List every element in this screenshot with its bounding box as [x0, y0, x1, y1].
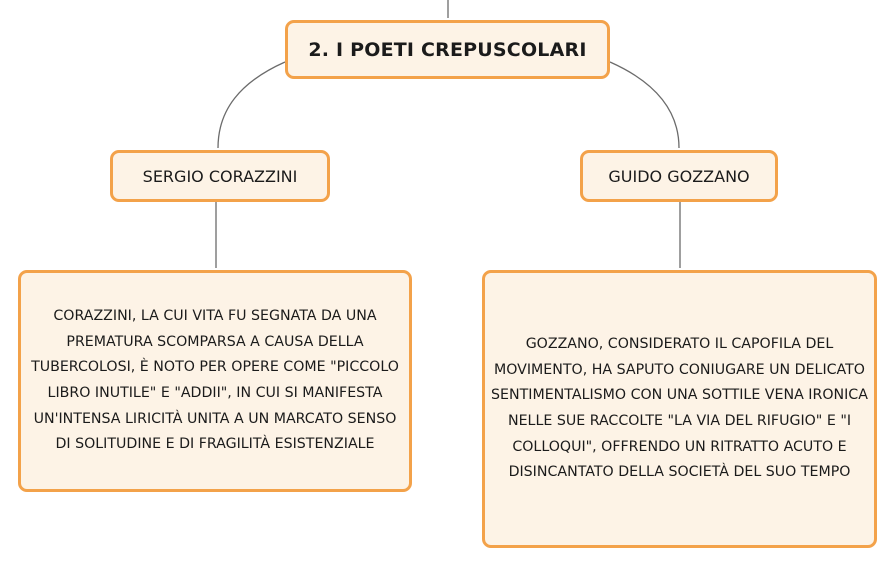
root-topic-node[interactable]	[285, 20, 610, 79]
branch-node-gozzano[interactable]	[580, 150, 778, 202]
branch-node-corazzini[interactable]	[110, 150, 330, 202]
branch-label-gozzano: GUIDO GOZZANO	[608, 166, 750, 186]
detail-text-gozzano: GOZZANO, CONSIDERATO IL CAPOFILA DEL MOVIMENTO, HA SAPUTO CONIUGARE UN DELICATO SENTIMENTALISMO CON UNA SOTTILE VENA IRONICA NELLE SUE RACCOLTE "LA VIA DEL RIFUGIO" E "I COLLOQUI", OFFRENDO UN RITRATTO ACUTO E DISINCANTATO DELLA SOCIETÀ DEL SUO TEMPO	[491, 336, 868, 481]
detail-text-corazzini: CORAZZINI, LA CUI VITA FU SEGNATA DA UNA PREMATURA SCOMPARSA A CAUSA DELLA TUBERCOLOSI, È NOTO PER OPERE COME "PICCOLO LIBRO INUTILE" E "ADDII", IN CUI SI MANIFESTA UN'INTENSA LIRICITÀ UNITA A UN MARCATO SENSO DI SOLITUDINE E DI FRAGILITÀ ESISTENZIALE	[31, 308, 399, 453]
detail-node-corazzini[interactable]	[18, 270, 412, 492]
root-topic-label: 2. I POETI CREPUSCOLARI	[308, 38, 587, 61]
connector-root-to-gozzano	[610, 62, 679, 148]
connector-root-to-corazzini	[218, 62, 285, 148]
branch-label-corazzini: SERGIO CORAZZINI	[142, 166, 298, 186]
detail-node-gozzano[interactable]	[482, 270, 877, 548]
